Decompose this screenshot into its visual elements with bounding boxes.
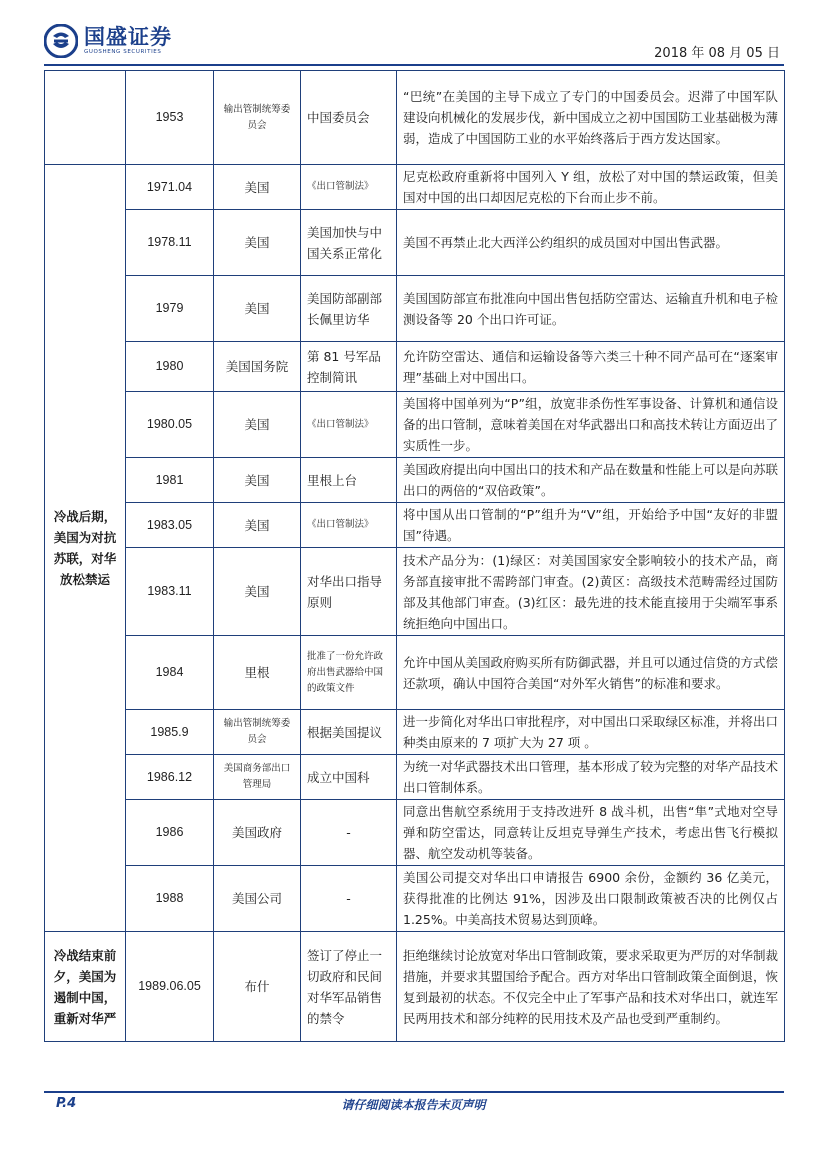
guosheng-logo-icon bbox=[44, 24, 78, 58]
table-row bbox=[45, 165, 785, 210]
event-cell: 中国委员会 bbox=[301, 71, 397, 165]
report-date: 2018 年 08 月 05 日 bbox=[654, 46, 780, 61]
year-cell: 1979 bbox=[126, 276, 214, 342]
year-cell: 1980.05 bbox=[126, 392, 214, 458]
year-cell: 1985.9 bbox=[126, 710, 214, 755]
event-cell: 美国加快与中国关系正常化 bbox=[301, 210, 397, 276]
table-row bbox=[45, 710, 785, 755]
event-cell: 第 81 号军品控制简讯 bbox=[301, 342, 397, 392]
impact-cell: 技术产品分为：(1)绿区：对美国国家安全影响较小的技术产品，商务部直接审批不需跨部门审查。(2)黄区：高级技术范畴需经过国防部及其他部门审查。(3)红区：最先进的技术能直接用于尖端军事系统拒绝向中国出口。 bbox=[397, 548, 785, 636]
subject-cell: 美国公司 bbox=[214, 866, 301, 932]
impact-cell: 为统一对华武器技术出口管理，基本形成了较为完整的对华产品技术出口管制体系。 bbox=[397, 755, 785, 800]
year-cell: 1986 bbox=[126, 800, 214, 866]
year-cell: 1983.11 bbox=[126, 548, 214, 636]
subject-cell: 美国 bbox=[214, 458, 301, 503]
table-row bbox=[45, 210, 785, 276]
table-row bbox=[45, 503, 785, 548]
impact-cell: 美国政府提出向中国出口的技术和产品在数量和性能上可以是向苏联出口的两倍的“双倍政策”。 bbox=[397, 458, 785, 503]
subject-cell: 美国国务院 bbox=[214, 342, 301, 392]
subject-cell: 里根 bbox=[214, 636, 301, 710]
impact-cell: 将中国从出口管制的“P”组升为“V”组，开始给予中国“友好的非盟国”待遇。 bbox=[397, 503, 785, 548]
event-cell: 《出口管制法》 bbox=[301, 503, 397, 548]
event-cell: 《出口管制法》 bbox=[301, 165, 397, 210]
subject-cell: 美国 bbox=[214, 548, 301, 636]
logo-subtext: GUOSHENG SECURITIES bbox=[84, 49, 162, 55]
impact-cell: “巴统”在美国的主导下成立了专门的中国委员会。迟滞了中国军队建设向机械化的发展步伐，新中国成立之初中国国防工业基础极为薄弱，造成了中国国防工业的水平始终落后于西方发达国家。 bbox=[397, 71, 785, 165]
year-cell: 1986.12 bbox=[126, 755, 214, 800]
event-cell: 《出口管制法》 bbox=[301, 392, 397, 458]
footer-divider bbox=[44, 1091, 784, 1093]
event-cell: 里根上台 bbox=[301, 458, 397, 503]
table-row bbox=[45, 755, 785, 800]
table-row bbox=[45, 800, 785, 866]
impact-cell: 允许中国从美国政府购买所有防御武器，并且可以通过信贷的方式偿还款项，确认中国符合美国“对外军火销售”的标准和要求。 bbox=[397, 636, 785, 710]
year-cell: 1978.11 bbox=[126, 210, 214, 276]
impact-cell: 美国国防部宣布批准向中国出售包括防空雷达、运输直升机和电子检测设备等 20 个出口许可证。 bbox=[397, 276, 785, 342]
impact-cell: 美国公司提交对华出口申请报告 6900 余份，金额约 36 亿美元，获得批准的比例达 91%，因涉及出口限制政策被否决的比例仅占 1.25%。中美高技术贸易达到顶峰。 bbox=[397, 866, 785, 932]
impact-cell: 进一步简化对华出口审批程序，对中国出口采取绿区标准，并将出口种类由原来的 7 项扩大为 27 项 。 bbox=[397, 710, 785, 755]
year-cell: 1981 bbox=[126, 458, 214, 503]
impact-cell: 允许防空雷达、通信和运输设备等六类三十种不同产品可在“逐案审理”基础上对中国出口。 bbox=[397, 342, 785, 392]
impact-cell: 美国将中国单列为“P”组，放宽非杀伤性军事设备、计算机和通信设备的出口管制，意味着美国在对华武器出口和高技术转让方面迈出了实质性一步。 bbox=[397, 392, 785, 458]
event-cell: - bbox=[301, 866, 397, 932]
event-cell: 成立中国科 bbox=[301, 755, 397, 800]
subject-cell: 美国政府 bbox=[214, 800, 301, 866]
year-cell: 1983.05 bbox=[126, 503, 214, 548]
table-row bbox=[45, 342, 785, 392]
impact-cell: 拒绝继续讨论放宽对华出口管制政策，要求采取更为严厉的对华制裁措施，并要求其盟国给予配合。西方对华出口管制政策全面倒退，恢复到最初的状态。不仅完全中止了军事产品和技术对华出口，就连军民两用技术和部分纯粹的民用技术及产品也受到严重制约。 bbox=[397, 932, 785, 1042]
page-number: P.4 bbox=[56, 1096, 77, 1111]
subject-cell: 美国 bbox=[214, 165, 301, 210]
table-row bbox=[45, 71, 785, 165]
table-row bbox=[45, 548, 785, 636]
event-cell: 对华出口指导原则 bbox=[301, 548, 397, 636]
logo-text: 国盛证券 bbox=[84, 25, 172, 49]
impact-cell: 美国不再禁止北大西洋公约组织的成员国对中国出售武器。 bbox=[397, 210, 785, 276]
year-cell: 1988 bbox=[126, 866, 214, 932]
event-cell: 签订了停止一切政府和民间对华军品销售的禁令 bbox=[301, 932, 397, 1042]
subject-cell: 美国 bbox=[214, 210, 301, 276]
impact-cell: 尼克松政府重新将中国列入 Y 组，放松了对中国的禁运政策，但美国对中国的出口却因尼克松的下台而止步不前。 bbox=[397, 165, 785, 210]
year-cell: 1984 bbox=[126, 636, 214, 710]
subject-cell: 输出管制统筹委员会 bbox=[214, 71, 301, 165]
subject-cell: 美国 bbox=[214, 392, 301, 458]
table-row bbox=[45, 866, 785, 932]
table-row bbox=[45, 276, 785, 342]
table-row bbox=[45, 392, 785, 458]
event-cell: 美国防部副部长佩里访华 bbox=[301, 276, 397, 342]
subject-cell: 美国 bbox=[214, 276, 301, 342]
table-row bbox=[45, 636, 785, 710]
subject-cell: 输出管制统筹委员会 bbox=[214, 710, 301, 755]
export-control-table bbox=[44, 70, 785, 1042]
year-cell: 1989.06.05 bbox=[126, 932, 214, 1042]
period-cell bbox=[45, 71, 126, 165]
period-cell: 冷战结束前夕，美国为遏制中国，重新对华严 bbox=[45, 932, 126, 1042]
subject-cell: 布什 bbox=[214, 932, 301, 1042]
impact-cell: 同意出售航空系统用于支持改进歼 8 战斗机，出售“隼”式地对空导弹和防空雷达，同意转让反坦克导弹生产技术，考虑出售飞行模拟器、航空发动机等装备。 bbox=[397, 800, 785, 866]
disclaimer-text: 请仔细阅读本报告末页声明 bbox=[341, 1098, 486, 1112]
period-cell: 冷战后期，美国为对抗苏联，对华放松禁运 bbox=[45, 165, 126, 932]
table-row bbox=[45, 458, 785, 503]
event-cell: 根据美国提议 bbox=[301, 710, 397, 755]
year-cell: 1971.04 bbox=[126, 165, 214, 210]
table-row bbox=[45, 932, 785, 1042]
subject-cell: 美国商务部出口管理局 bbox=[214, 755, 301, 800]
year-cell: 1980 bbox=[126, 342, 214, 392]
header-divider bbox=[44, 64, 784, 66]
page-header bbox=[44, 18, 784, 68]
event-cell: - bbox=[301, 800, 397, 866]
event-cell: 批准了一份允许政府出售武器给中国的政策文件 bbox=[301, 636, 397, 710]
subject-cell: 美国 bbox=[214, 503, 301, 548]
year-cell: 1953 bbox=[126, 71, 214, 165]
company-logo bbox=[44, 22, 172, 60]
